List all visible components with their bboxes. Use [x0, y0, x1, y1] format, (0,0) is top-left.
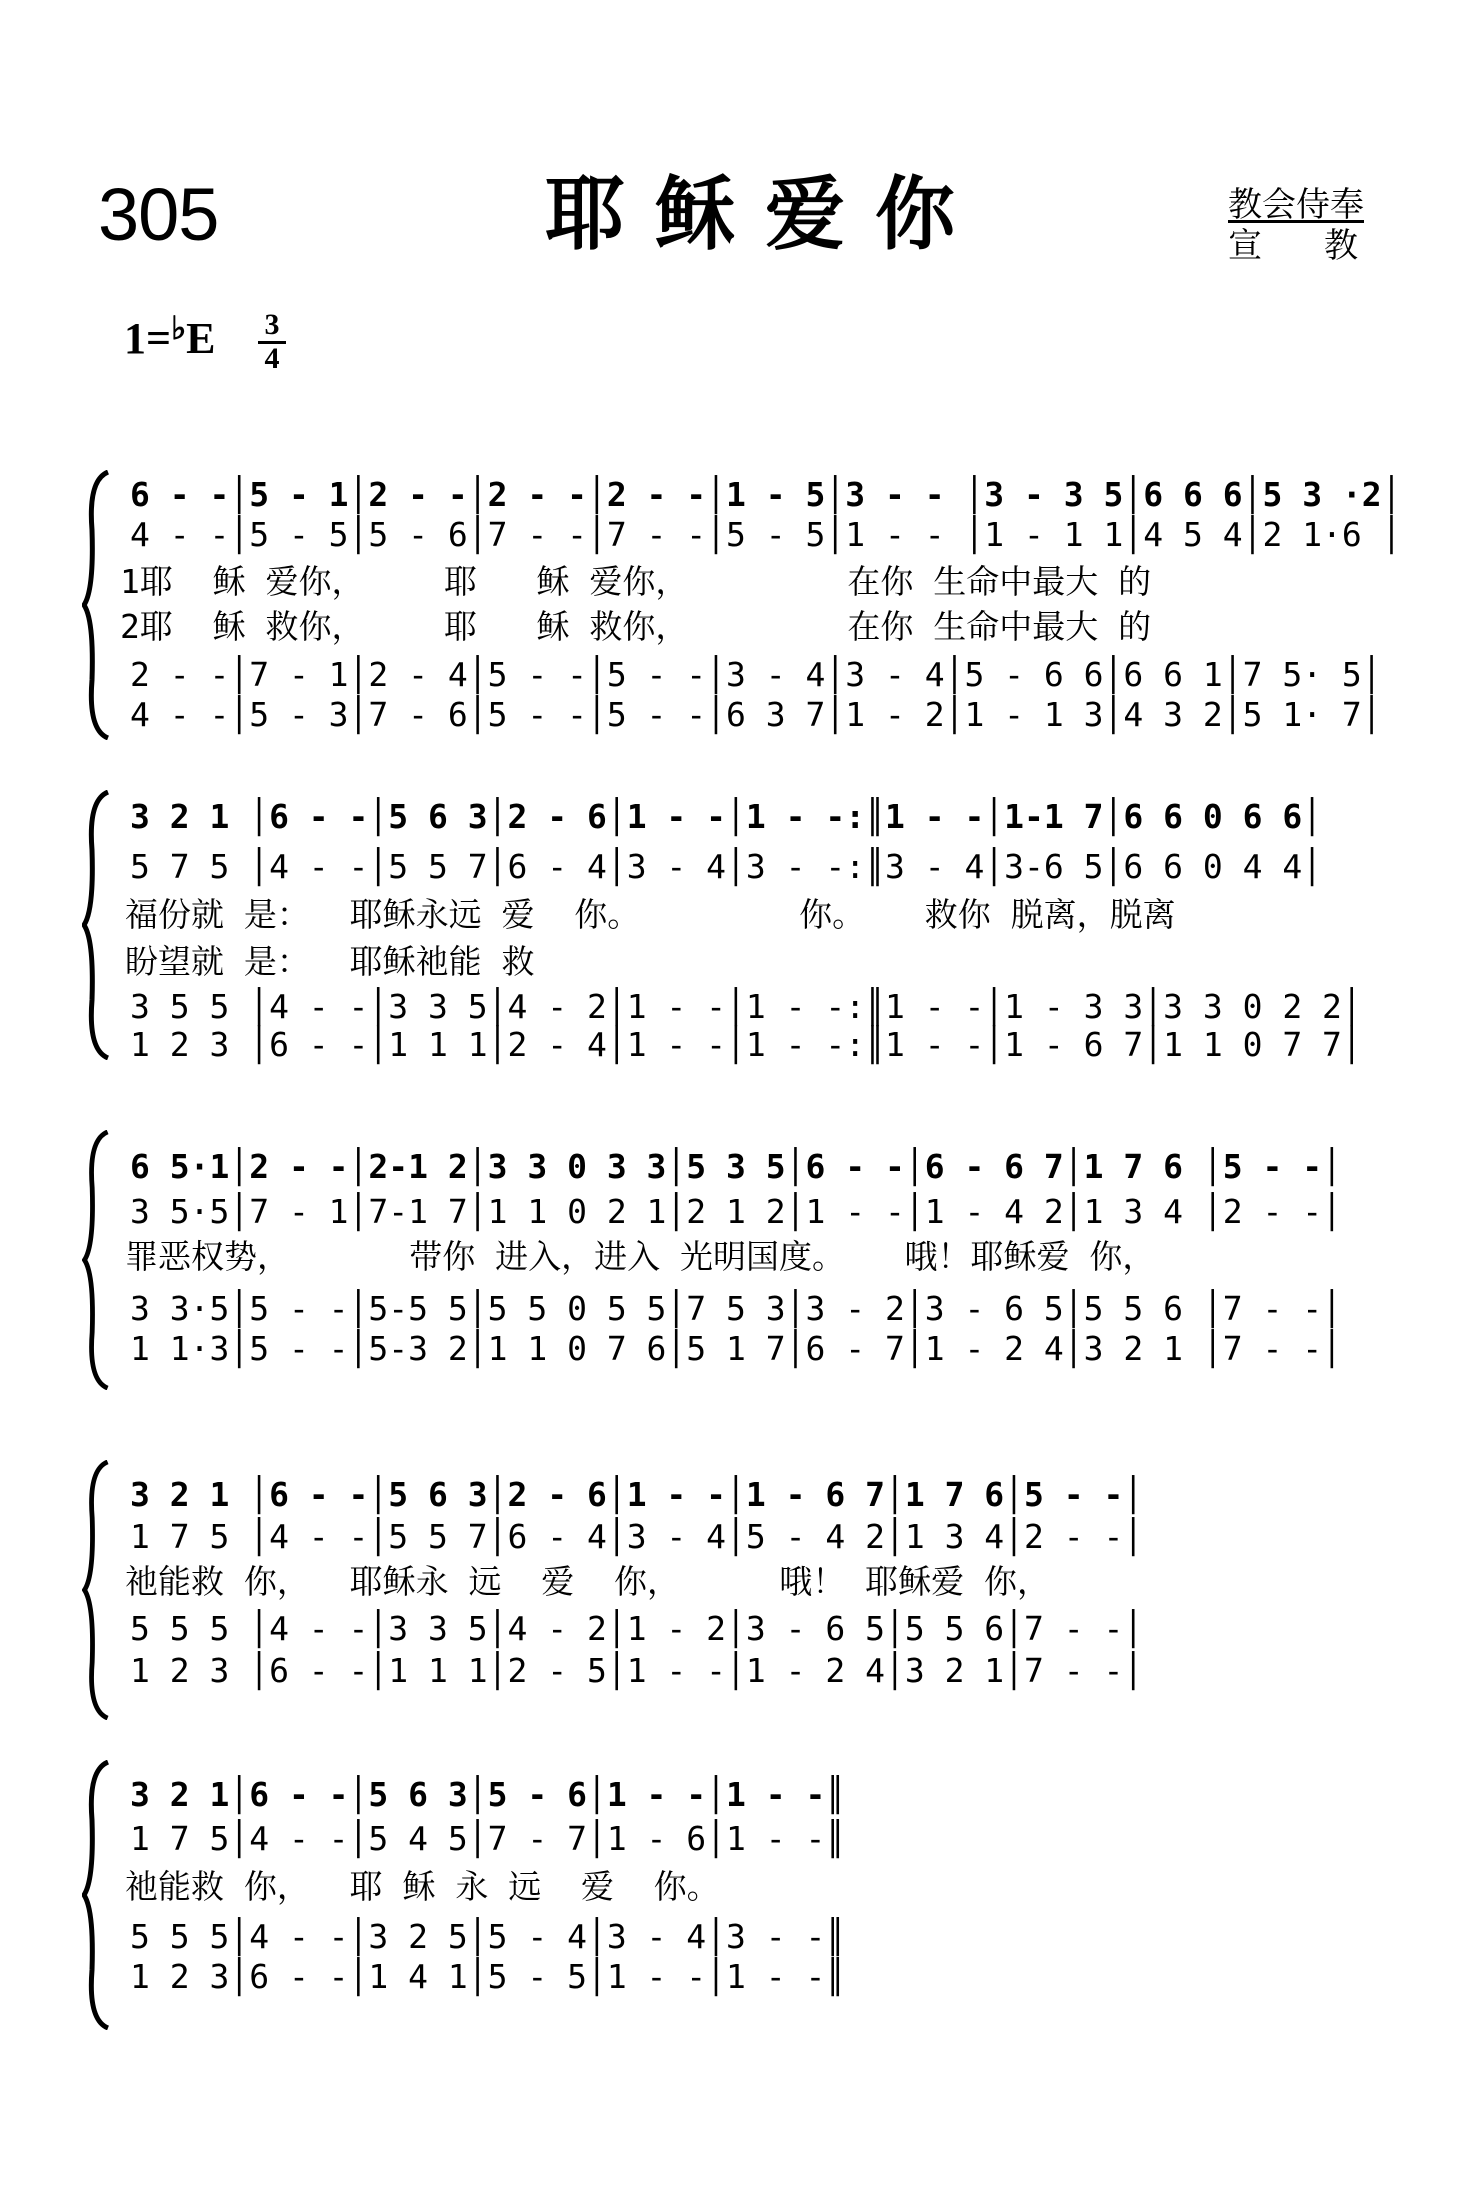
lyric-verse-2: 盼望就 是： 耶稣祂能 救 [125, 942, 535, 981]
key-signature [124, 312, 216, 361]
soprano-row: 3 2 1 │6 - -│5 6 3│2 - 6│1 - -│1 - -:║1 - -│1-1 7│6 6 0 6 6│ [130, 797, 1323, 836]
alto-row: 4 - -│5 - 5│5 - 6│7 - -│7 - -│5 - 5│1 - - │1 - 1 1│4 5 4│2 1·6 │ [130, 515, 1402, 554]
lyric-verse-1: 1耶 稣 爱你， 耶 稣 爱你， 在你 生命中最大 的 [120, 562, 1152, 601]
system-brace [82, 790, 112, 1060]
lyric-verse-2: 2耶 稣 救你， 耶 稣 救你， 在你 生命中最大 的 [120, 607, 1152, 646]
credits-line-1: 教会侍奉 [1228, 185, 1364, 225]
time-denominator: 4 [264, 342, 280, 375]
system-1 [0, 460, 1477, 750]
system-brace [82, 1760, 112, 2030]
system-brace [82, 1130, 112, 1390]
system-5 [0, 1740, 1477, 2030]
tenor-row: 3 5 5 │4 - -│3 3 5│4 - 2│1 - -│1 - -:║1 - -│1 - 3 3│3 3 0 2 2│ [130, 987, 1362, 1026]
key-note: E [186, 314, 216, 363]
alto-row: 3 5·5│7 - 1│7-1 7│1 1 0 2 1│2 1 2│1 - -│1 - 4 2│1 3 4 │2 - -│ [130, 1192, 1342, 1231]
soprano-row: 3 2 1 │6 - -│5 6 3│2 - 6│1 - -│1 - 6 7│1 7 6│5 - -│ [130, 1475, 1144, 1514]
soprano-row: 6 5·1│2 - -│2-1 2│3 3 0 3 3│5 3 5│6 - -│6 - 6 7│1 7 6 │5 - -│ [130, 1147, 1342, 1186]
bass-row: 1 2 3│6 - -│1 4 1│5 - 5│1 - -│1 - -║ [130, 1957, 846, 1996]
system-2 [0, 770, 1477, 1080]
system-brace [82, 470, 112, 740]
system-3 [0, 1120, 1477, 1400]
lyric-verse-1: 祂能救 你， 耶 稣 永 远 爱 你。 [125, 1867, 720, 1906]
credits [1228, 185, 1420, 267]
bass-row: 4 - -│5 - 3│7 - 6│5 - -│5 - -│6 3 7│1 - 2│1 - 1 3│4 3 2│5 1· 7│ [130, 695, 1382, 734]
time-signature [258, 310, 286, 374]
bass-row: 1 2 3 │6 - -│1 1 1│2 - 5│1 - -│1 - 2 4│3 2 1│7 - -│ [130, 1651, 1144, 1690]
flat-sign: ♭ [171, 310, 187, 346]
system-brace [82, 1460, 112, 1720]
alto-row: 1 7 5 │4 - -│5 5 7│6 - 4│3 - 4│5 - 4 2│1 3 4│2 - -│ [130, 1517, 1144, 1556]
lyric-verse-1: 罪恶权势， 带你 进入，进入 光明国度。 哦！耶稣爱 你， [125, 1237, 1156, 1276]
bass-row: 1 2 3 │6 - -│1 1 1│2 - 4│1 - -│1 - -:║1 - -│1 - 6 7│1 1 0 7 7│ [130, 1025, 1362, 1064]
system-4 [0, 1440, 1477, 1720]
tenor-row: 5 5 5 │4 - -│3 3 5│4 - 2│1 - 2│3 - 6 5│5 5 6│7 - -│ [130, 1609, 1144, 1648]
alto-row: 5 7 5 │4 - -│5 5 7│6 - 4│3 - 4│3 - -:║3 - 4│3-6 5│6 6 0 4 4│ [130, 847, 1323, 886]
bass-row: 1 1·3│5 - -│5-3 2│1 1 0 7 6│5 1 7│6 - 7│1 - 2 4│3 2 1 │7 - -│ [130, 1329, 1342, 1368]
tenor-row: 2 - -│7 - 1│2 - 4│5 - -│5 - -│3 - 4│3 - 4│5 - 6 6│6 6 1│7 5· 5│ [130, 655, 1382, 694]
lyric-verse-1: 祂能救 你， 耶稣永 远 爱 你， 哦！ 耶稣爱 你， [125, 1562, 1051, 1601]
soprano-row: 3 2 1│6 - -│5 6 3│5 - 6│1 - -│1 - -║ [130, 1775, 846, 1814]
soprano-row: 6 - -│5 - 1│2 - -│2 - -│2 - -│1 - 5│3 - - │3 - 3 5│6 6 6│5 3 ·2│ [130, 475, 1402, 514]
lyric-verse-1: 福份就 是： 耶稣永远 爱 你。 你。 救你 脱离，脱离 [125, 895, 1176, 934]
tenor-row: 3 3·5│5 - -│5-5 5│5 5 0 5 5│7 5 3│3 - 2│3 - 6 5│5 5 6 │7 - -│ [130, 1289, 1342, 1328]
hymn-number: 305 [98, 173, 219, 256]
alto-row: 1 7 5│4 - -│5 4 5│7 - 7│1 - 6│1 - -║ [130, 1819, 846, 1858]
credits-line-2: 宣教 [1228, 225, 1420, 266]
tenor-row: 5 5 5│4 - -│3 2 5│5 - 4│3 - 4│3 - -║ [130, 1917, 846, 1956]
hymn-title: 耶稣爱你 [545, 168, 985, 261]
key-prefix: 1= [124, 314, 172, 363]
time-numerator: 3 [258, 310, 286, 344]
